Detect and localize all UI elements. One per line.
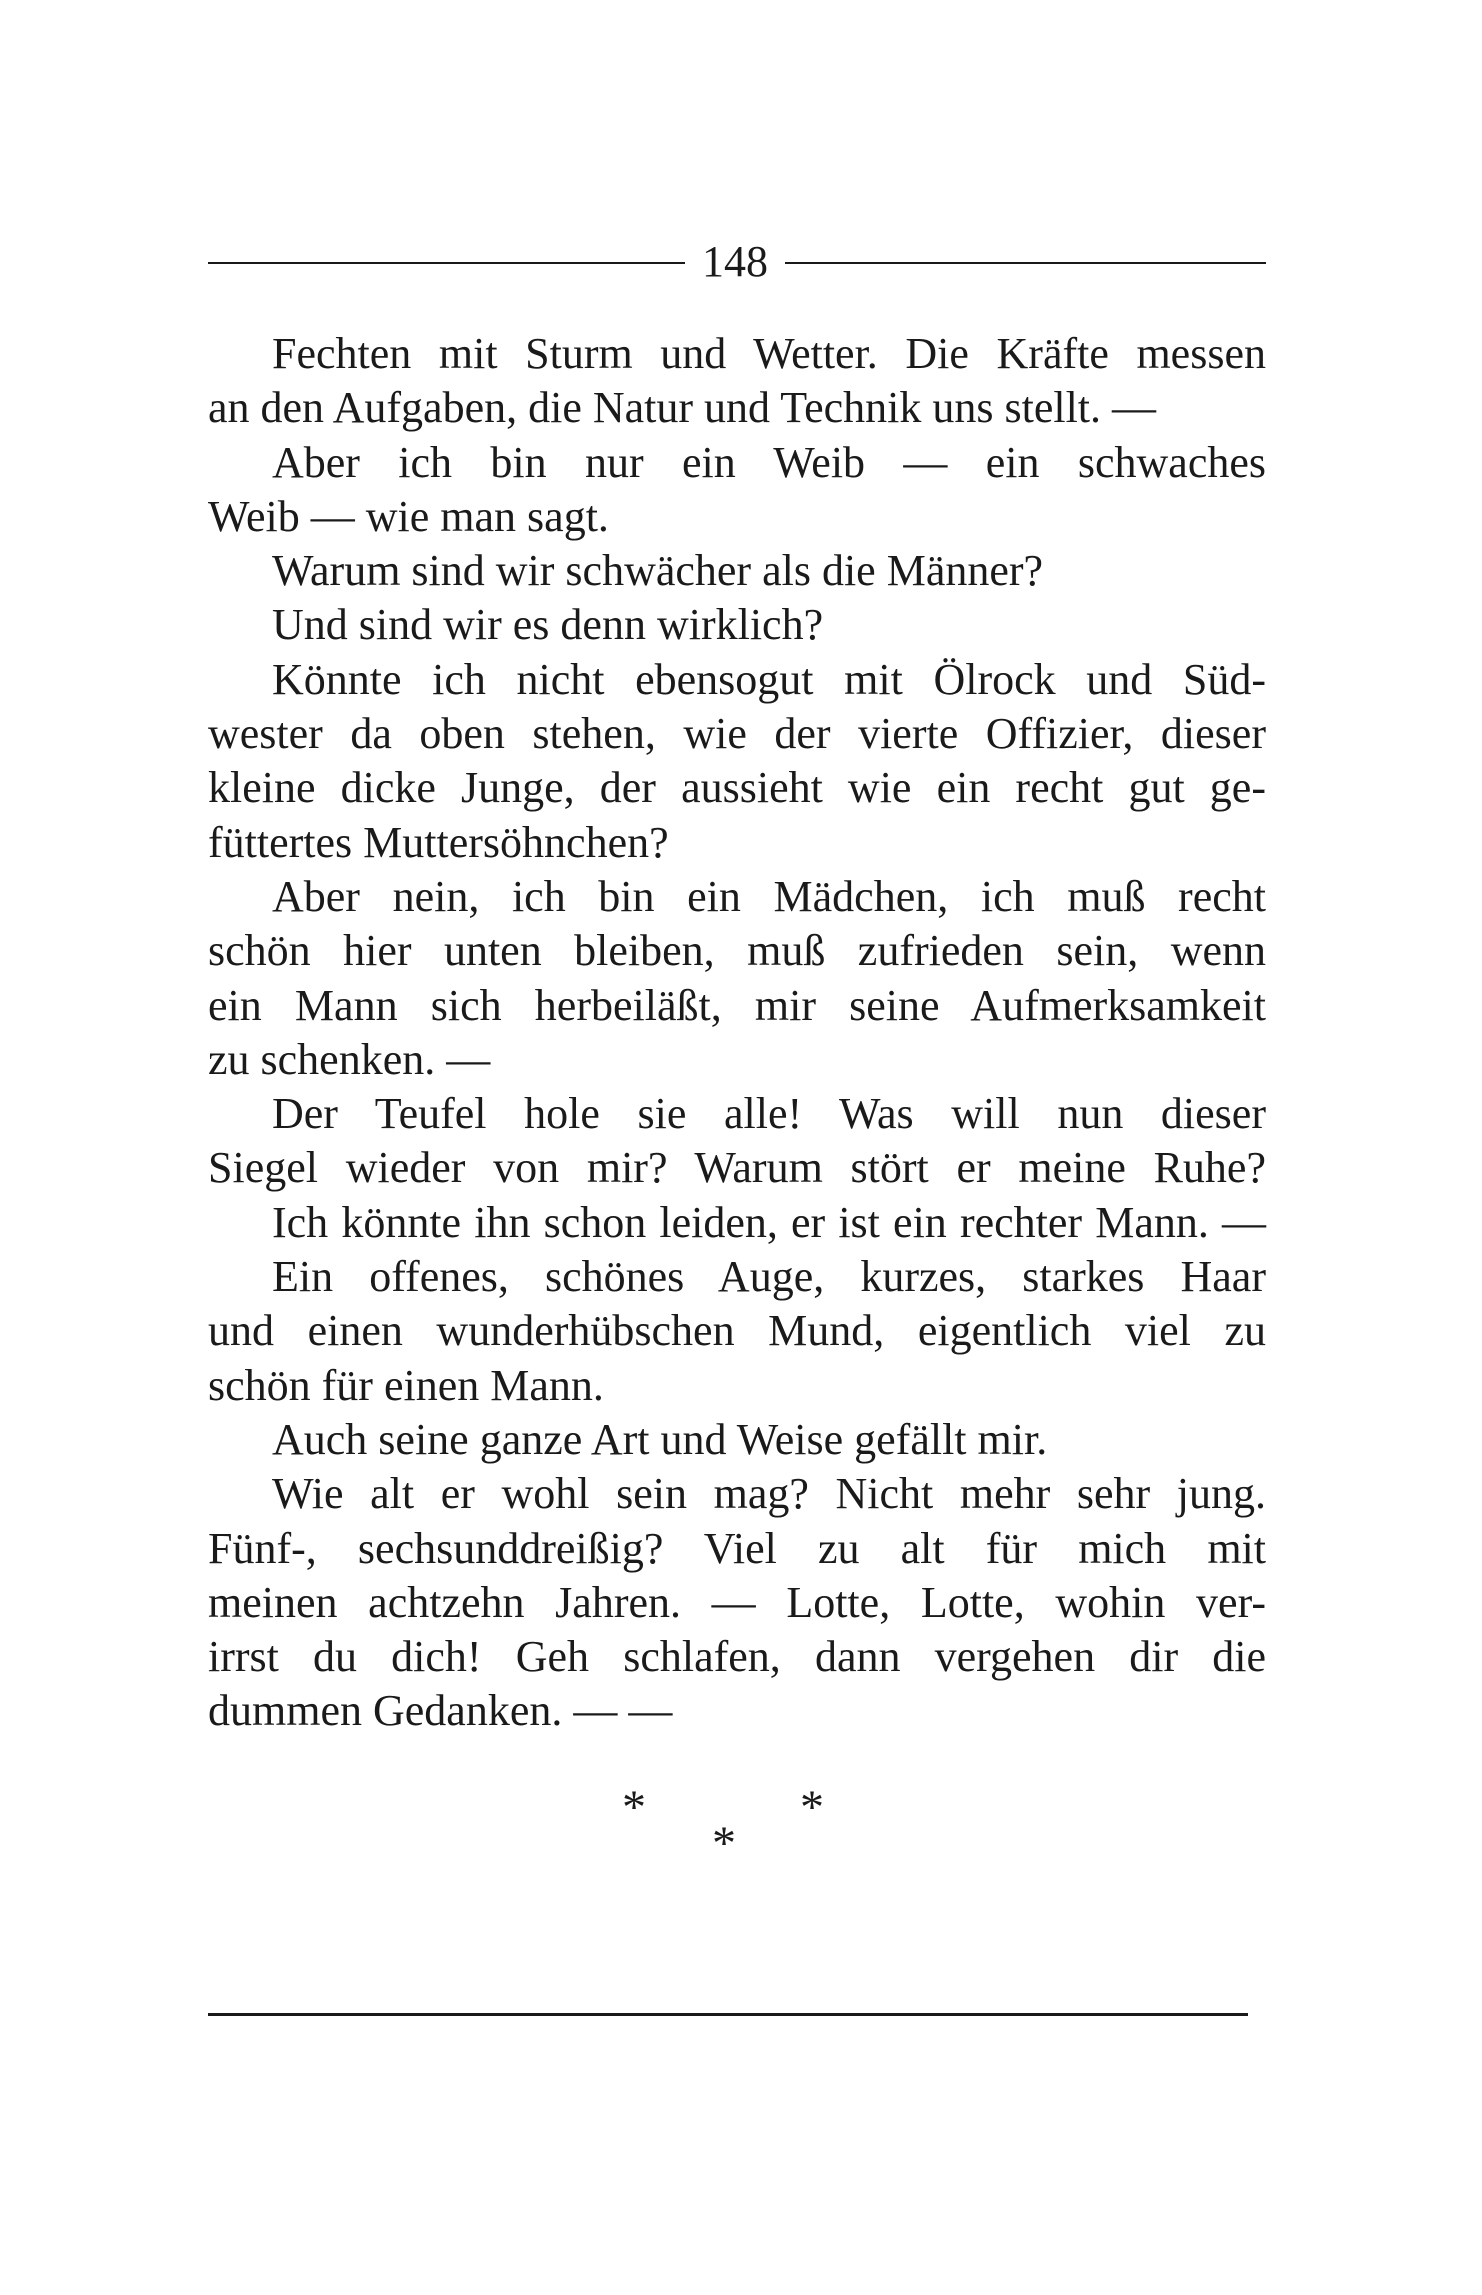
asterism-star: *: [622, 1781, 646, 1834]
text-line: an den Aufgaben, die Natur und Technik uns stellt. —: [208, 383, 1157, 433]
text-line: schön hier unten bleiben, muß zufrieden sein, wenn: [208, 926, 1266, 976]
text-line: irrst du dich! Geh schlafen, dann vergehen dir die: [208, 1632, 1266, 1682]
text-line: zu schenken. —: [208, 1034, 491, 1084]
header-rule-left: [208, 262, 685, 264]
text-line: dummen Gedanken. — —: [208, 1686, 673, 1736]
body-text: [208, 327, 1266, 1739]
asterism-star: *: [800, 1781, 824, 1834]
text-line: Der Teufel hole sie alle! Was will nun dieser: [272, 1089, 1266, 1139]
text-line: Ein offenes, schönes Auge, kurzes, starkes Haar: [272, 1252, 1266, 1302]
page-header: [208, 232, 1266, 292]
text-line: wester da oben stehen, wie der vierte Offizier, dieser: [208, 709, 1266, 759]
text-line: ein Mann sich herbeiläßt, mir seine Aufmerksamkeit: [208, 980, 1266, 1030]
text-line: und einen wunderhübschen Mund, eigentlich viel zu: [208, 1306, 1266, 1356]
text-line: Warum sind wir schwächer als die Männer?: [272, 546, 1044, 596]
text-line: schön für einen Mann.: [208, 1360, 604, 1410]
page-number: 148: [702, 237, 768, 286]
text-line: Ich könnte ihn schon leiden, er ist ein rechter Mann. —: [272, 1197, 1266, 1247]
asterism-divider: [600, 1780, 840, 1880]
text-line: meinen achtzehn Jahren. — Lotte, Lotte, wohin ver-: [208, 1577, 1266, 1627]
text-line: Und sind wir es denn wirklich?: [272, 600, 824, 650]
text-line: Weib — wie man sagt.: [208, 491, 609, 541]
footer-rule: [208, 2013, 1248, 2016]
text-line: Könnte ich nicht ebensogut mit Ölrock und Süd-: [272, 654, 1266, 704]
text-line: Siegel wieder von mir? Warum stört er meine Ruhe?: [208, 1143, 1266, 1193]
text-line: Fünf-, sechsunddreißig? Viel zu alt für mich mit: [208, 1523, 1266, 1573]
text-line: Aber nein, ich bin ein Mädchen, ich muß recht: [272, 871, 1266, 921]
text-line: Aber ich bin nur ein Weib — ein schwaches: [272, 437, 1266, 487]
text-line: füttertes Muttersöhnchen?: [208, 817, 669, 867]
text-line: kleine dicke Junge, der aussieht wie ein recht gut ge-: [208, 763, 1266, 813]
text-line: Wie alt er wohl sein mag? Nicht mehr sehr jung.: [272, 1469, 1266, 1519]
asterism-star: *: [712, 1817, 736, 1870]
text-line: Auch seine ganze Art und Weise gefällt mir.: [272, 1414, 1048, 1464]
text-line: Fechten mit Sturm und Wetter. Die Kräfte messen: [272, 329, 1266, 378]
header-rule-right: [785, 262, 1266, 264]
